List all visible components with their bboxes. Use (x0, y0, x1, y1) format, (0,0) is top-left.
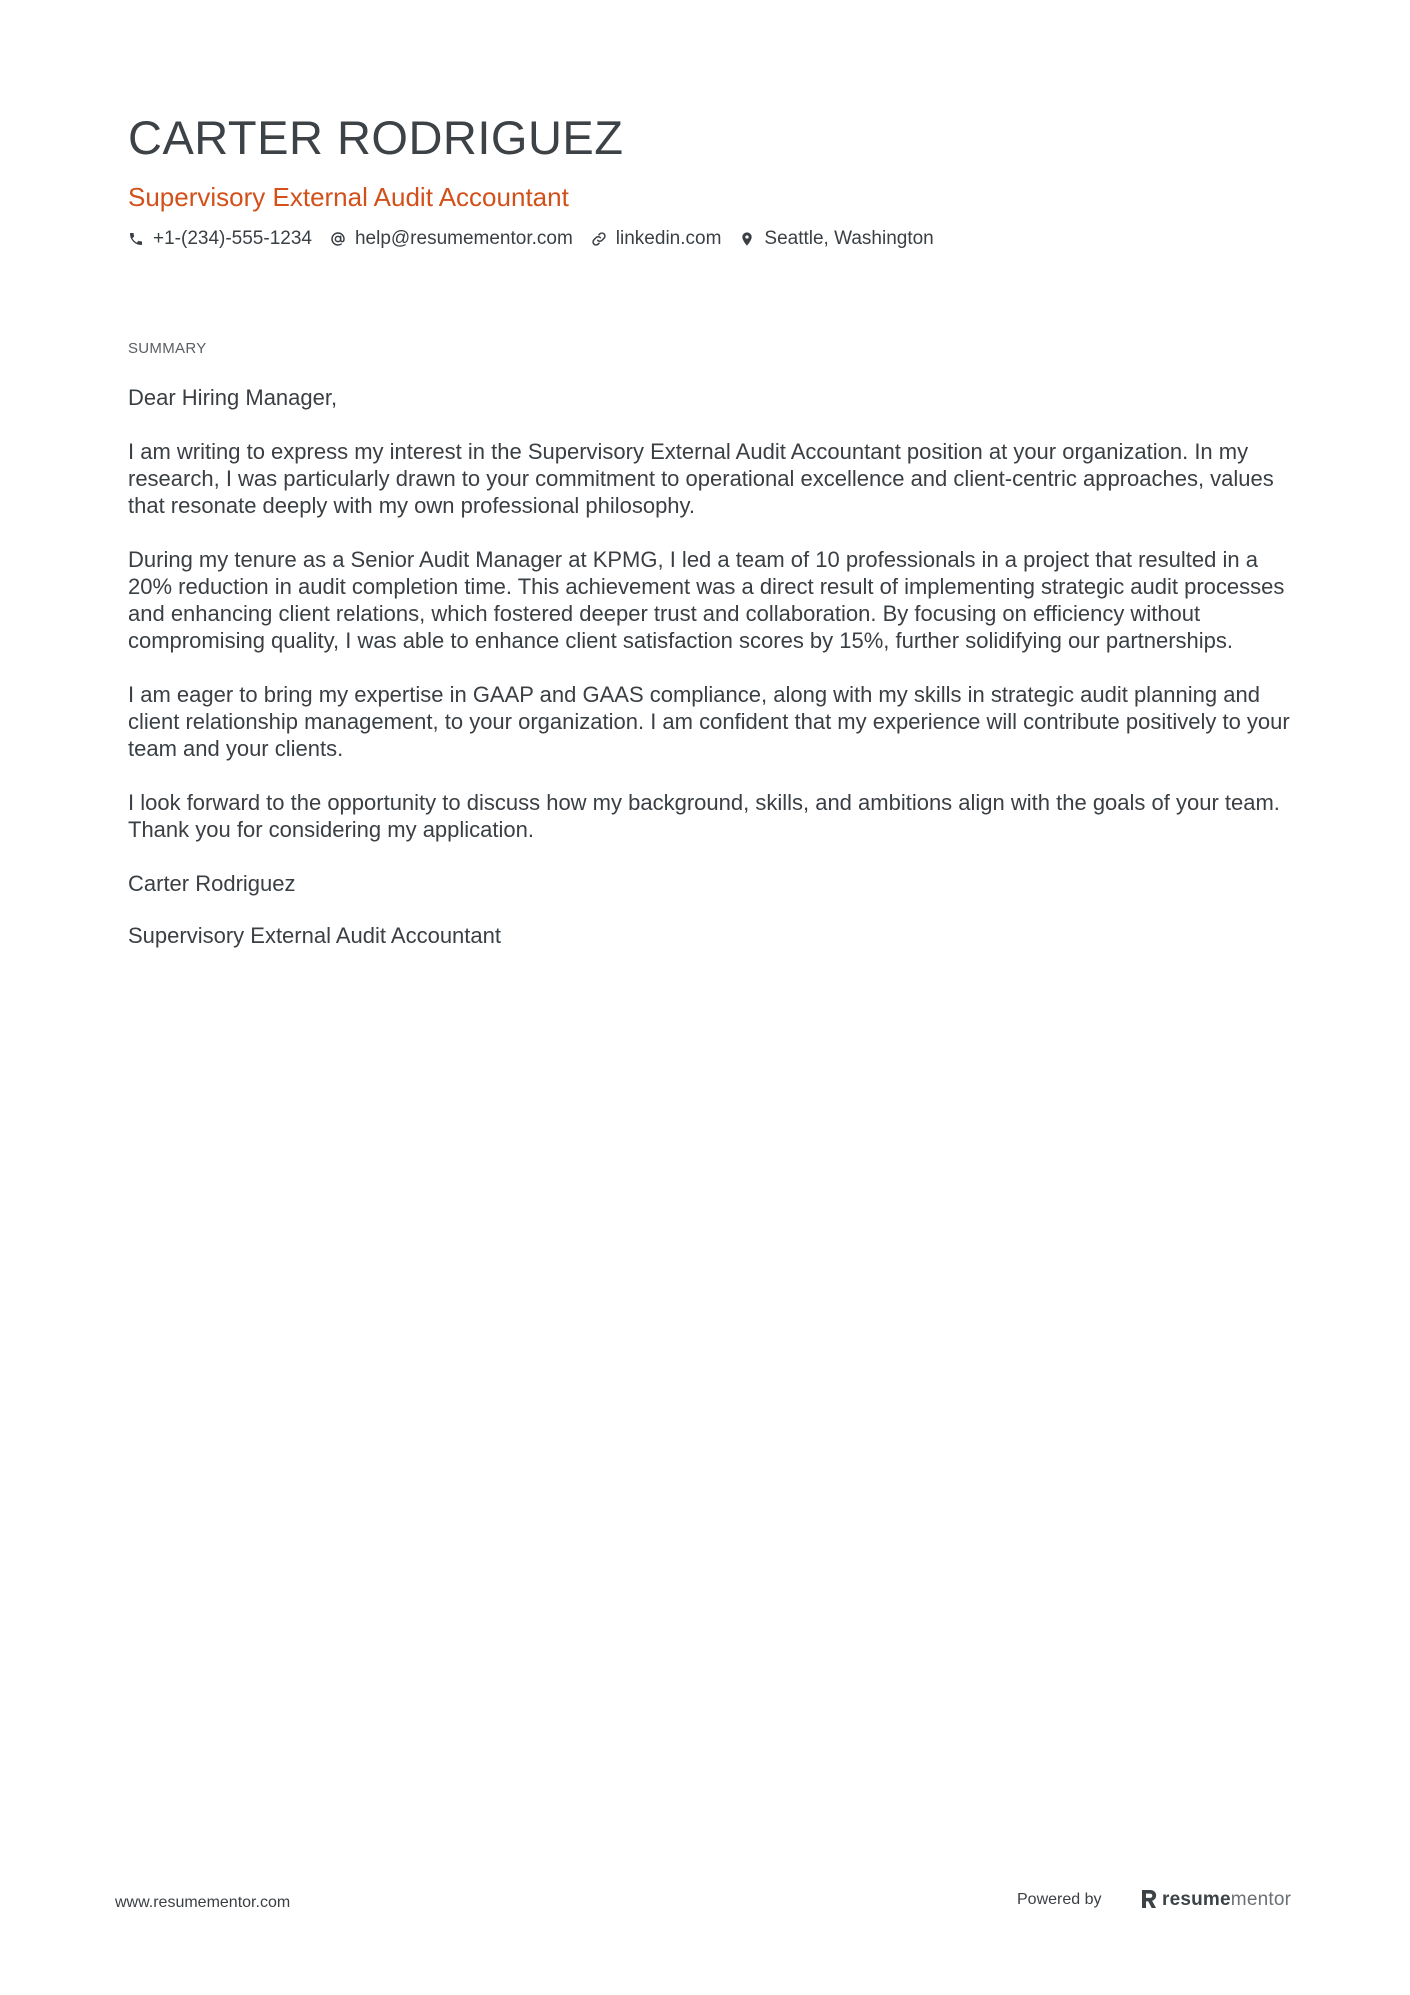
footer-powered-by: Powered by (1017, 1891, 1102, 1908)
letter-body (128, 384, 1298, 974)
salutation: Dear Hiring Manager, (128, 385, 338, 410)
contact-location (739, 228, 933, 250)
map-pin-icon (739, 231, 755, 247)
letter-paragraph: I look forward to the opportunity to discuss how my background, skills, and ambitions align with the goals of your team. Thank you for considering my application. (128, 790, 1280, 842)
candidate-name: CARTER RODRIGUEZ (128, 111, 624, 164)
brand-name-bold: resume (1162, 1888, 1231, 1910)
resumementor-logo-icon (1140, 1888, 1158, 1910)
phone-icon (128, 231, 144, 247)
brand-name-light: mentor (1230, 1888, 1292, 1910)
letter-paragraph: I am writing to express my interest in the Supervisory External Audit Accountant position at your organization. In my research, I was particularly drawn to your commitment to operational excellence and client-centric approaches, values that resonate deeply with my own professional philosophy. (128, 439, 1274, 518)
contact-email (330, 228, 573, 250)
footer-brand-logo[interactable] (1140, 1888, 1291, 1910)
email-address: help@resumementor.com (354, 228, 573, 249)
location-text: Seattle, Washington (764, 228, 934, 249)
profile-link: linkedin.com (615, 228, 722, 249)
contact-bar (128, 228, 952, 250)
footer-website-link[interactable]: www.resumementor.com (115, 1894, 291, 1911)
phone-number: +1-(234)-555-1234 (153, 228, 312, 249)
signature-name: Carter Rodriguez (128, 871, 296, 896)
at-icon (330, 231, 346, 247)
section-label-summary: SUMMARY (128, 340, 207, 357)
candidate-job-title: Supervisory External Audit Accountant (128, 182, 569, 212)
signature-title: Supervisory External Audit Accountant (128, 923, 501, 948)
link-icon (591, 231, 607, 247)
contact-link (591, 228, 722, 250)
letter-paragraph: I am eager to bring my expertise in GAAP and GAAS compliance, along with my skills in strategic audit planning and client relationship management, to your organization. I am confident that my experience will contribute positively to your team and your clients. (128, 682, 1290, 761)
letter-paragraph: During my tenure as a Senior Audit Manager at KPMG, I led a team of 10 professionals in a project that resulted in a 20% reduction in audit completion time. This achievement was a direct result of implementing strategic audit processes and enhancing client relations, which fostered deeper trust and collaboration. By focusing on efficiency without compromising quality, I was able to enhance client satisfaction scores by 15%, further solidifying our partnerships. (128, 547, 1285, 653)
contact-phone (128, 228, 312, 250)
